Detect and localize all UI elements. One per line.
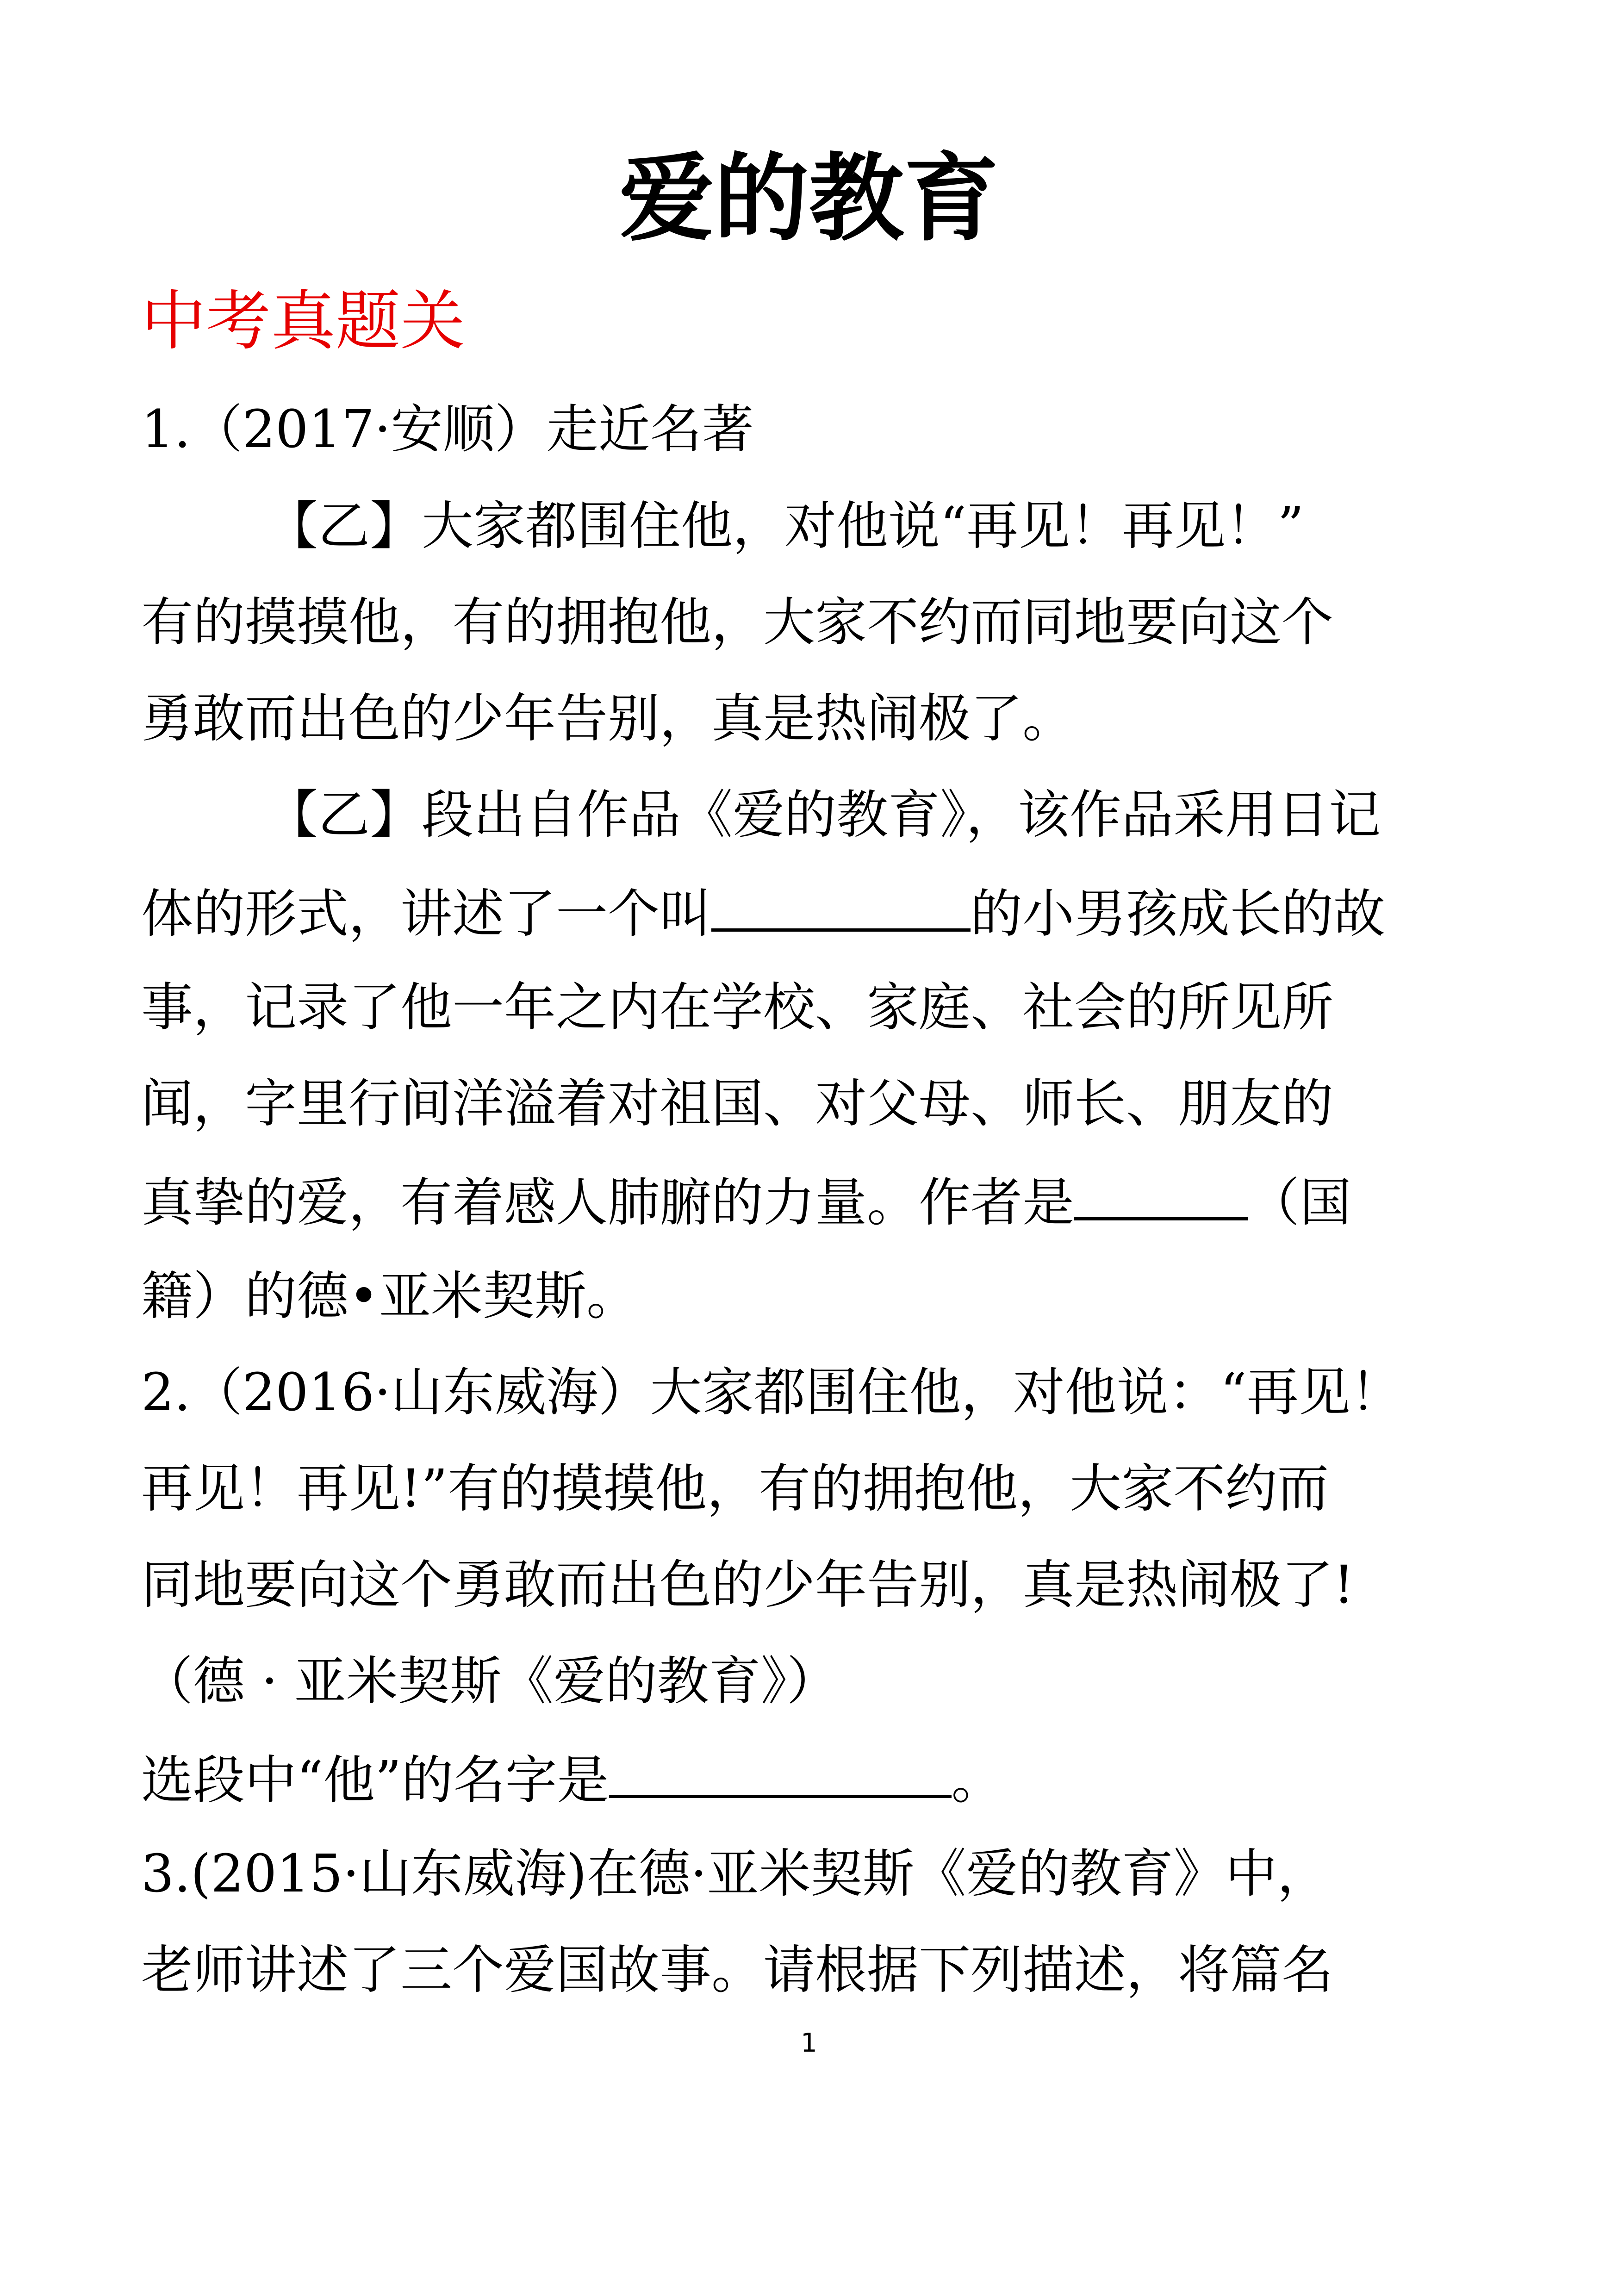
q2-source: （德 · 亚米契斯《爱的教育》） [141, 1651, 839, 1711]
q1-question-text: 体的形式，讲述了一个叫 [141, 884, 711, 944]
answer-blank-name[interactable] [711, 877, 971, 932]
q2-line: 再见！再见!”有的摸摸他，有的拥抱他，大家不约而 [141, 1459, 1329, 1519]
q1-heading: 1.（2017·安顺）走近名著 [141, 399, 754, 460]
q1-question-line [141, 1165, 1483, 1238]
q1-passage-line: 有的摸摸他，有的拥抱他，大家不约而同地要向这个 [141, 592, 1333, 653]
answer-blank-nationality[interactable] [1074, 1165, 1248, 1220]
q1-question-line: 闻，字里行间洋溢着对祖国、对父母、师长、朋友的 [141, 1074, 1333, 1134]
q1-question-text: （国 [1248, 1173, 1351, 1233]
q1-question-line: 【乙】段出自作品《爱的教育》，该作品采用日记 [266, 785, 1381, 845]
q1-passage-line: 【乙】大家都围住他，对他说“再见！再见！” [266, 496, 1304, 556]
q2-line: 2.（2016·山东威海）大家都围住他，对他说：“再见！ [141, 1363, 1402, 1423]
q1-question-line [141, 877, 1483, 949]
q1-question-text: 真挚的爱，有着感人肺腑的力量。作者是 [141, 1173, 1074, 1233]
section-heading: 中考真题关 [141, 284, 466, 359]
q2-question-text: 。 [951, 1750, 1003, 1811]
q2-question-text: 选段中“他”的名字是 [141, 1750, 609, 1811]
q3-line: 老师讲述了三个爱国故事。请根据下列描述，将篇名 [141, 1940, 1333, 2000]
q1-question-line: 籍）的德•亚米契斯。 [141, 1266, 639, 1326]
q2-line: 同地要向这个勇敢而出色的少年告别，真是热闹极了! [141, 1555, 1355, 1615]
page-title: 爱的教育 [619, 144, 999, 254]
q1-question-line: 事，记录了他一年之内在学校、家庭、社会的所见所 [141, 977, 1333, 1038]
q1-passage-line: 勇敢而出色的少年告别，真是热闹极了。 [141, 689, 1074, 749]
answer-blank-character[interactable] [609, 1743, 952, 1798]
page-number: 1 [801, 2028, 817, 2058]
q3-line: 3.(2015·山东威海)在德·亚米契斯《爱的教育》中， [141, 1844, 1329, 1904]
q1-question-text: 的小男孩成长的故 [971, 884, 1385, 944]
q2-line [141, 1743, 1483, 1815]
